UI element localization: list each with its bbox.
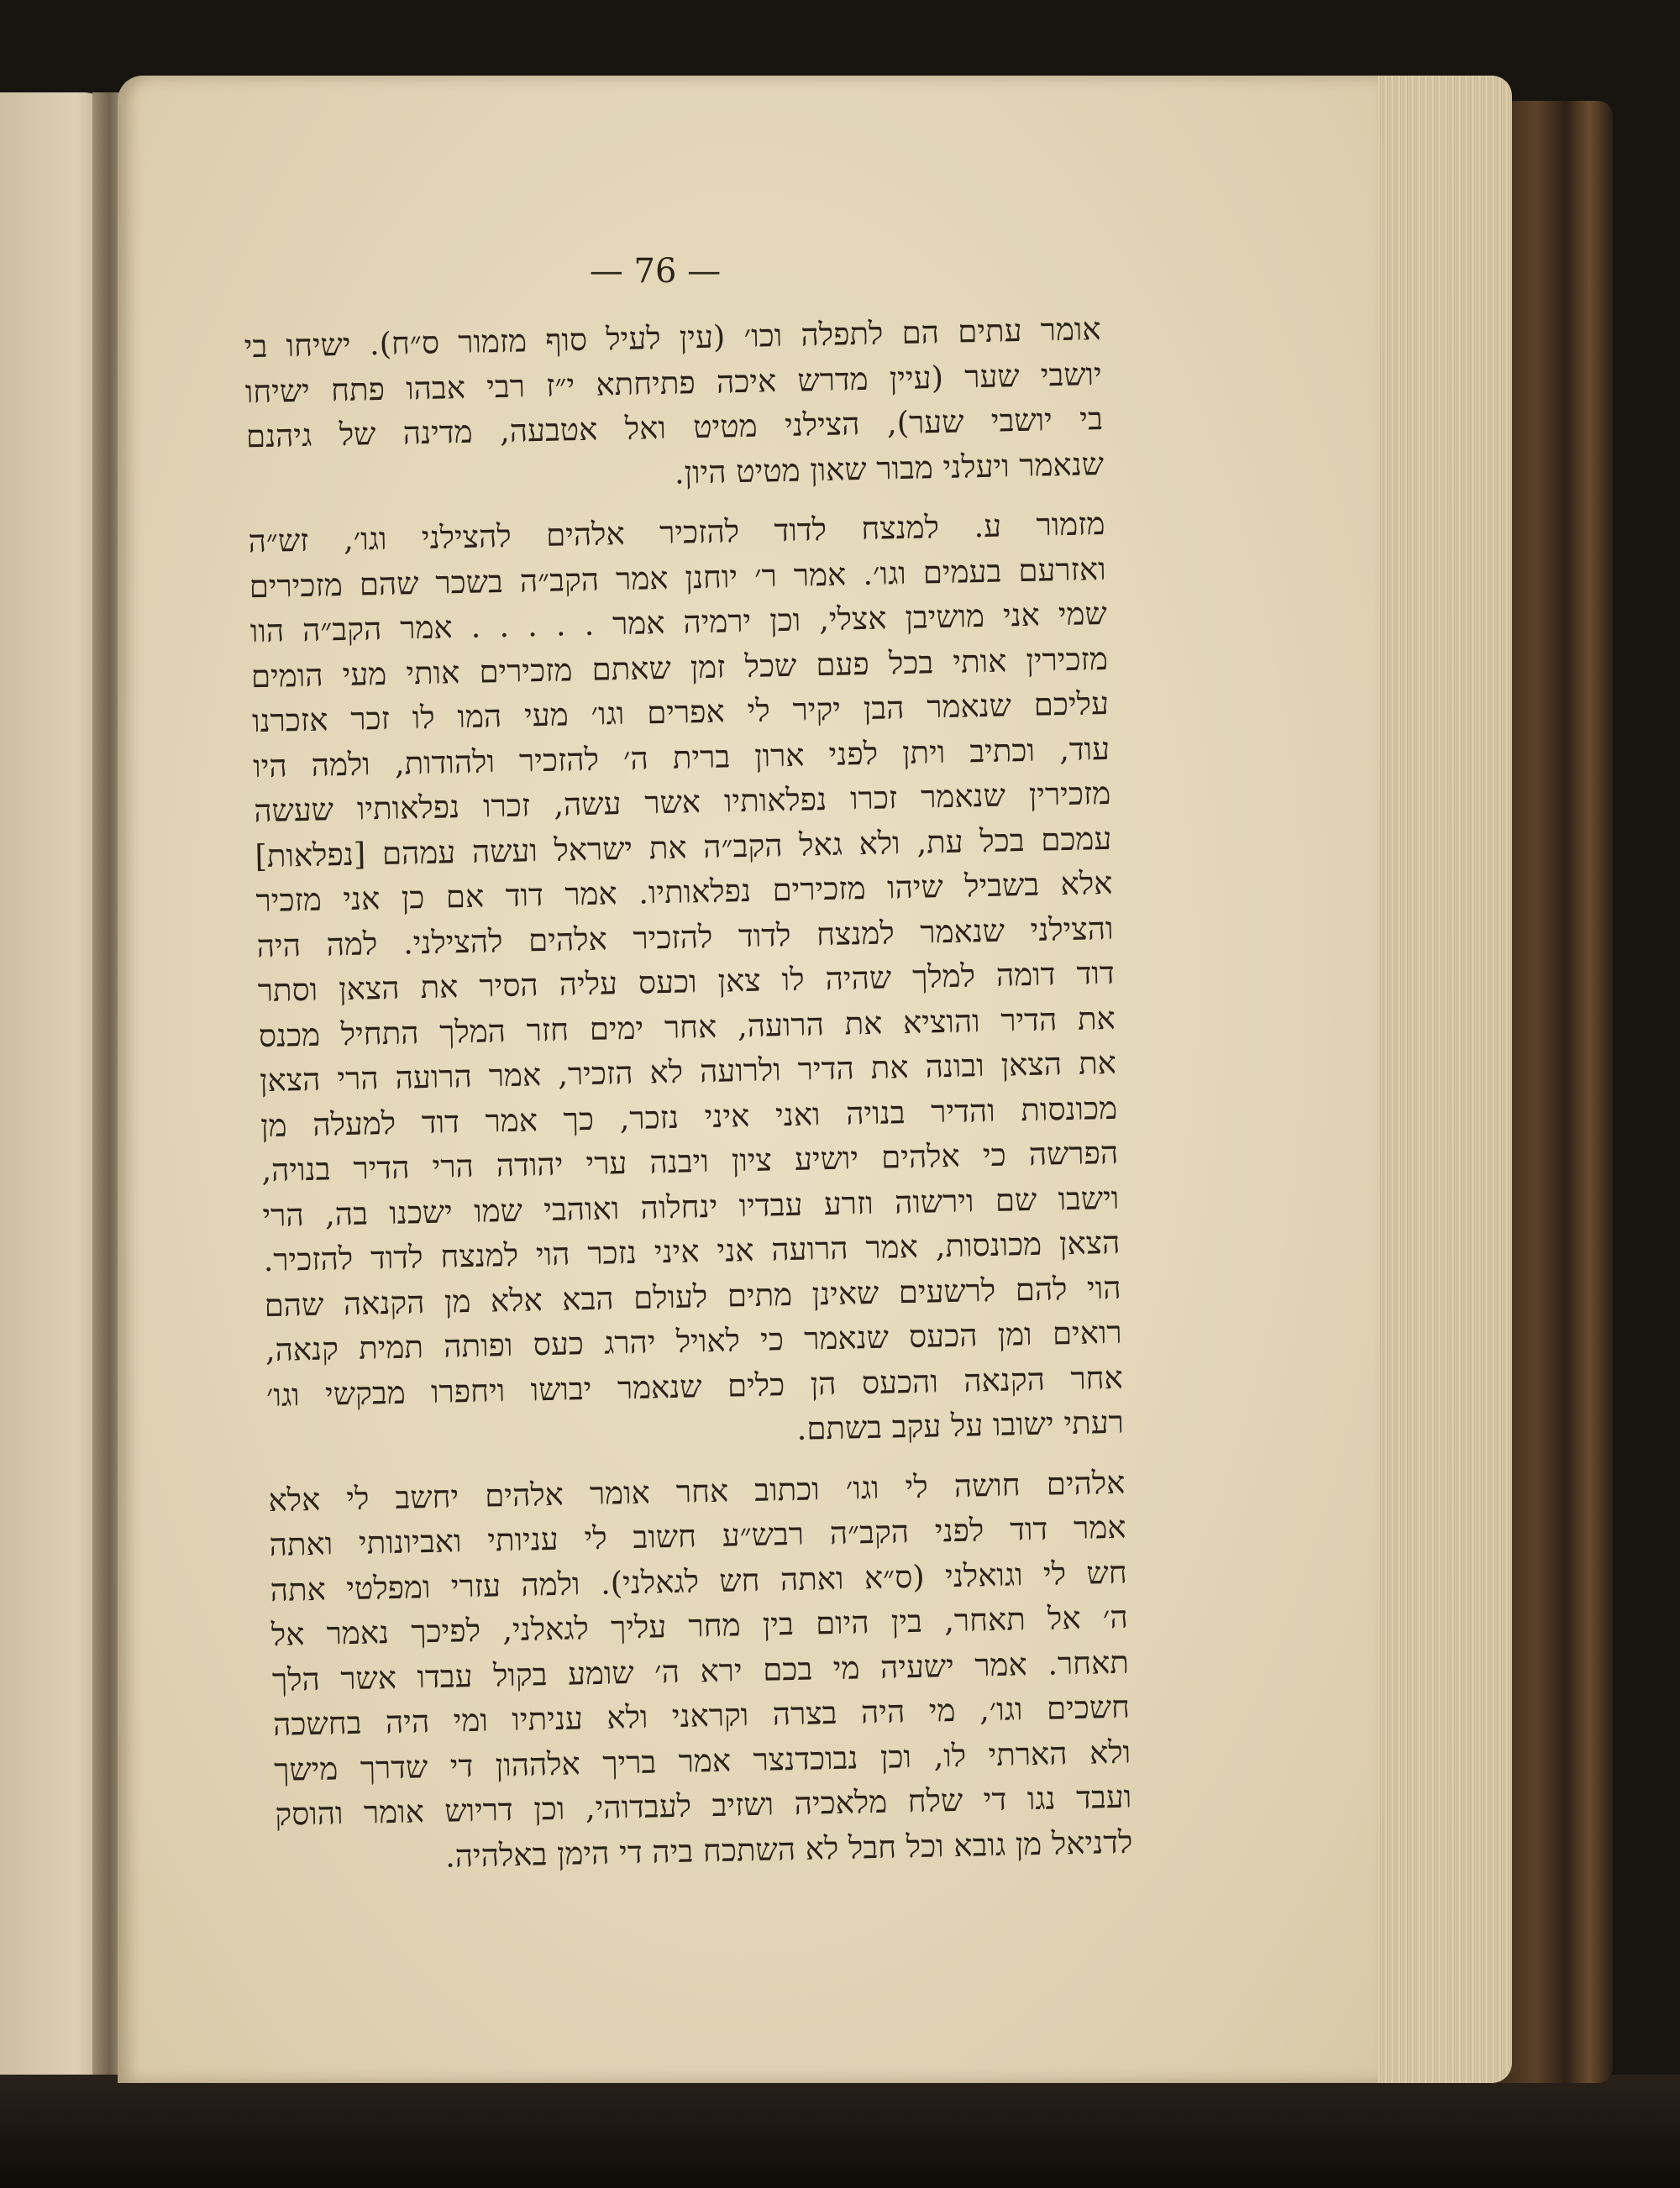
text-line: ה׳ אל תאחר, בין היום בין מחר עליך לגאלני, לפיכך נאמר אל	[270, 1598, 1129, 1654]
text-line: מזכירין אותי בכל פעם שכל זמן שאתם מזכירים אותי מעי הומים	[250, 640, 1109, 695]
text-line: חש לי וגואלני (ס״א ואתה חש לגאלני). ולמה עזרי ומפלטי אתה	[270, 1554, 1128, 1608]
text-line: עוד, וכתיב ויתן לפני ארון ברית ה׳ להזכיר ולהודות, ולמה היו	[252, 730, 1110, 784]
text-line: שמי אני מושיבן אצלי, וכן ירמיה אמר . . . . . אמר הקב״ה הוו	[249, 595, 1108, 650]
text-line: עליכם שנאמר הבן יקיר לי אפרים וגו׳ מעי המו לו זכר אזכרנו	[251, 685, 1110, 740]
text-line: רואים ומן הכעס שנאמר כי לאויל יהרג כעס ופותה תמית קנאה,	[265, 1314, 1123, 1369]
text-line: הצאן מכונסות, אמר הרועה אני איני נזכר הוי למנצח לדוד להזכיר.	[263, 1224, 1121, 1279]
text-line: הוי להם לרשעים שאינן מתים לעולם הבא אלא מן הקנאה שהם	[264, 1269, 1121, 1324]
text-line: מזמור ע. למנצח לדוד להזכיר אלהים להצילני וגו׳, זש״ה	[248, 505, 1105, 560]
text-line: אלהים חושה לי וגו׳ וכתוב אחר אומר אלהים יחשב לי אלא	[268, 1464, 1126, 1519]
page-edges	[1361, 76, 1512, 2083]
text-line: עמכם בכל עת, ולא גאל הקב״ה את ישראל ועשה עמהם [נפלאות]	[255, 820, 1112, 874]
text-line: דוד דומה למלך שהיה לו צאן וכעס עליה הסיר את הצאן וסתר	[257, 954, 1116, 1010]
paragraph	[248, 501, 1124, 1463]
text-line: הפרשה כי אלהים יושיע ציון ויבנה ערי יהודה הרי הדיר בנויה,	[260, 1134, 1119, 1189]
book-binding	[1495, 101, 1613, 2083]
text-line: את הדיר והוציא את הרועה, אחר ימים חזר המלך התחיל מכנס	[258, 1000, 1116, 1054]
text-line: והצילני שנאמר למנצח לדוד להזכיר אלהים להצילני. למה היה	[256, 910, 1114, 964]
text-line: יושבי שער (עיין מדרש איכה פתיחתא י״ז רבי אבהו פתח ישיחו	[244, 355, 1103, 410]
text-line: ועבד נגו די שלח מלאכיה ושזיב לעבדוהי, וכן דריוש אומר והוסק	[274, 1778, 1132, 1833]
text-line: אחר הקנאה והכעס הן כלים שנאמר יבושו ויחפרו מבקשי וגו׳	[265, 1359, 1124, 1414]
text-line: אמר דוד לפני הקב״ה רבש״ע חשוב לי עניותי ואביונותי ואתה	[269, 1509, 1126, 1564]
text-line: מזכירין שנאמר זכרו נפלאותיו אשר עשה, זכרו נפלאותיו שעשה	[253, 774, 1111, 830]
page-text	[244, 307, 1133, 1882]
text-line: ואזרעם בעמים וגו׳. אמר ר׳ יוחנן אמר הקב״ה בשכר שהם מזכירים	[249, 550, 1106, 605]
text-line: וישבו שם וירשוה וזרע עבדיו ינחלוה ואוהבי שמו ישכנו בה, הרי	[261, 1179, 1120, 1234]
text-line: רעתי ישובו על עקב בשתם.	[796, 1404, 1125, 1447]
paragraph	[268, 1460, 1133, 1882]
text-line: לדניאל מן גובא וכל חבל לא השתכח ביה די הימן באלהיה.	[444, 1823, 1133, 1875]
text-line: חשכים וגו׳, מי היה בצרה וקראני ולא עניתיו ומי היה בחשכה	[272, 1688, 1131, 1743]
text-line: ולא הארתי לו, וכן נבוכדנצר אמר בריך אלההון די שדרך מישך	[273, 1734, 1131, 1788]
paragraph	[244, 307, 1104, 504]
text-line: אלא בשביל שיהו מזכירים נפלאותיו. אמר דוד אם כן אני מזכיר	[255, 864, 1113, 920]
text-line: בי יושבי שער), הצילני מטיט ואל אטבעה, מדינה של גיהנם	[245, 400, 1104, 455]
text-line: שנאמר ויעלני מבור שאון מטיט היון.	[674, 445, 1105, 491]
text-line: את הצאן ובונה את הדיר ולרועה לא הזכיר, אמר הרועה הרי הצאן	[259, 1044, 1117, 1099]
text-line: מכונסות והדיר בנויה ואני איני נזכר, כך אמר דוד למעלה מן	[260, 1089, 1118, 1144]
page-number: — 76 —	[589, 252, 722, 291]
table-background	[0, 2075, 1680, 2188]
text-line: תאחר. אמר ישעיה מי בכם ירא ה׳ שומע בקול עבדו אשר הלך	[271, 1644, 1130, 1698]
text-line: אומר עתים הם לתפלה וכו׳ (עין לעיל סוף מזמור ס״ח). ישיחו בי	[244, 310, 1102, 365]
